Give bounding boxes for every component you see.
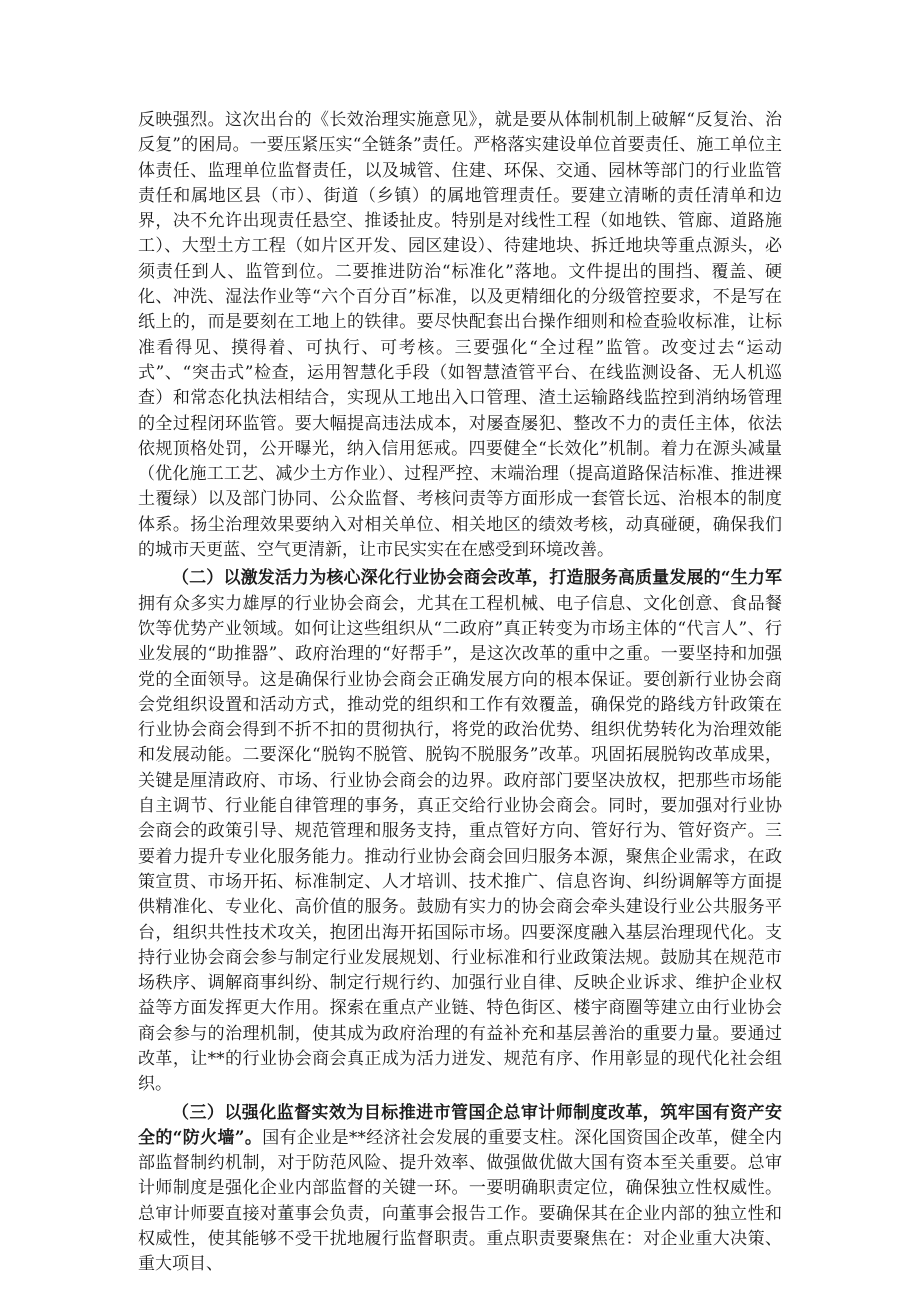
paragraph-industry-associations — [138, 566, 782, 1097]
section-heading-three: （三）以强化监督实效为目标推进市管国企总审计师制度改革，筑牢国有资产安全的“防火墙”。 — [138, 1102, 782, 1148]
paragraph-text: 国有企业是**经济社会发展的重要支柱。深化国资国企改革，健全内部监督制约机制，对于防范风险、提升效率、做强做优做大国有资本至关重要。总审计师制度是强化企业内部监督的关键一环。一要明确职责定位，确保独立性权威性。总审计师要直接对董事会负责，向董事会报告工作。要确保其在企业内部的独立性和权威性，使其能够不受干扰地履行监督职责。重点职责要聚焦在：对企业重大决策、重大项目、 — [138, 1127, 782, 1275]
paragraph-text: 反映强烈。这次出台的《长效治理实施意见》，就是要从体制机制上破解“反复治、治反复”的困局。一要压紧压实“全链条”责任。严格落实建设单位首要责任、施工单位主体责任、监理单位监督责任，以及城管、住建、环保、交通、园林等部门的行业监管责任和属地区县（市）、街道（乡镇）的属地管理责任。要建立清晰的责任清单和边界，决不允许出现责任悬空、推诿扯皮。特别是对线性工程（如地铁、管廊、道路施工）、大型土方工程（如片区开发、园区建设）、待建地块、拆迁地块等重点源头，必须责任到人、监管到位。二要推进防治“标准化”落地。文件提出的围挡、覆盖、硬化、冲洗、湿法作业等“六个百分百”标准，以及更精细化的分级管控要求，不是写在纸上的，而是要刻在工地上的铁律。要尽快配套出台操作细则和检查验收标准，让标准看得见、摸得着、可执行、可考核。三要强化“全过程”监管。改变过去“运动式”、“突击式”检查，运用智慧化手段（如智慧渣管平台、在线监测设备、无人机巡查）和常态化执法相结合，实现从工地出入口管理、渣土运输路线监控到消纳场管理的全过程闭环监管。要大幅提高违法成本，对屡查屡犯、整改不力的责任主体，依法依规顶格处罚，公开曝光，纳入信用惩戒。四要健全“长效化”机制。着力在源头减量（优化施工工艺、减少土方作业）、过程严控、末端治理（提高道路保洁标准、推进裸土覆绿）以及部门协同、公众监督、考核问责等方面形成一套管长远、治根本的制度体系。扬尘治理效果要纳入对相关单位、相关地区的绩效考核，动真碰硬，确保我们的城市天更蓝、空气更清新，让市民实实在在感受到环境改善。 — [138, 110, 782, 561]
paragraph-dust-control — [138, 108, 782, 563]
document-body — [138, 108, 782, 1278]
paragraph-chief-auditor — [138, 1101, 782, 1278]
section-heading-two: （二）以激发活力为核心深化行业协会商会改革，打造服务高质量发展的“生力军 — [172, 568, 782, 589]
paragraph-text: 拥有众多实力雄厚的行业协会商会，尤其在工程机械、电子信息、文化创意、食品餐饮等优势产业领域。如何让这些组织从“二政府”真正转变为市场主体的“代言人”、行业发展的“助推器”、政府治理的“好帮手”，是这次改革的重中之重。一要坚持和加强党的全面领导。这是确保行业协会商会正确发展方向的根本保证。要创新行业协会商会党组织设置和活动方式，推动党的组织和工作有效覆盖，确保党的路线方针政策在行业协会商会得到不折不扣的贯彻执行，将党的政治优势、组织优势转化为治理效能和发展动能。二要深化“脱钩不脱管、脱钩不脱服务”改革。巩固拓展脱钩改革成果，关键是厘清政府、市场、行业协会商会的边界。政府部门要坚决放权，把那些市场能自主调节、行业能自律管理的事务，真正交给行业协会商会。同时，要加强对行业协会商会的政策引导、规范管理和服务支持，重点管好方向、管好行为、管好资产。三要着力提升专业化服务能力。推动行业协会商会回归服务本源，聚焦企业需求，在政策宣贯、市场开拓、标准制定、人才培训、技术推广、信息咨询、纠纷调解等方面提供精准化、专业化、高价值的服务。鼓励有实力的协会商会牵头建设行业公共服务平台，组织共性技术攻关，抱团出海开拓国际市场。四要深度融入基层治理现代化。支持行业协会商会参与制定行业发展规划、行业标准和行业政策法规。鼓励其在规范市场秩序、调解商事纠纷、制定行规行约、加强行业自律、反映企业诉求、维护企业权益等方面发挥更大作用。探索在重点产业链、特色街区、楼宇商圈等建立由行业协会商会参与的治理机制，使其成为政府治理的有益补充和基层善治的重要力量。要通过改革，让**的行业协会商会真正成为活力迸发、规范有序、作用彰显的现代化社会组织。 — [138, 593, 782, 1095]
